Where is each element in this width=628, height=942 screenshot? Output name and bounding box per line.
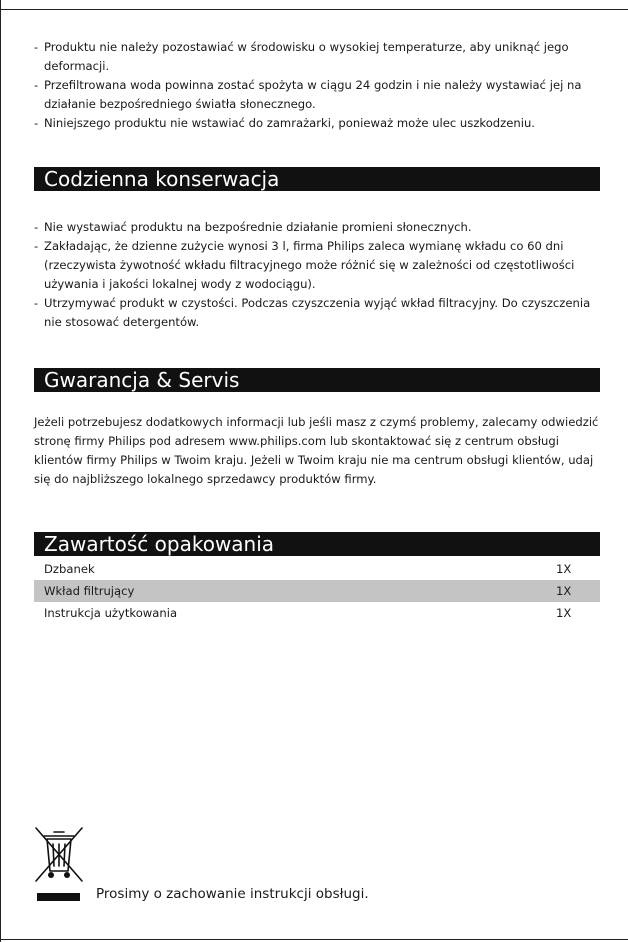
item-quantity: 1X: [556, 562, 572, 576]
warranty-paragraph: Jeżeli potrzebujesz dodatkowych informacji lub jeśli masz z czymś problemy, zalecamy odwiedzić stronę firmy Philips pod adresem www.philips.com lub skontaktować się z centrum obsługi klientów firmy Philips w Twoim kraju. Jeżeli w Twoim kraju nie ma centrum obsługi klientów, udaj się do najbliższego lokalnego sprzedawcy produktów firmy.: [34, 415, 599, 486]
item-quantity: 1X: [556, 584, 572, 598]
section-heading-package-contents: Zawartość opakowania: [34, 532, 600, 556]
list-item: - Utrzymywać produkt w czystości. Podczas czyszczenia wyjąć wkład filtracyjny. Do czyszczenia nie stosować detergentów.: [34, 296, 591, 329]
section-heading-warranty: Gwarancja & Servis: [34, 368, 600, 392]
list-item-text: Zakładając, że dzienne zużycie wynosi 3 l, firma Philips zaleca wymianę wkładu co 60 dni (rzeczywista żywotność wkładu filtracyjnego może różnić się w zależności od częstotliwości używania i jakości lokalnej wody z wodociągu).: [44, 239, 575, 291]
crossed-out-wheelie-bin-icon: [34, 826, 84, 883]
list-item-text: Niniejszego produktu nie wstawiać do zamrażarki, ponieważ może ulec uszkodzeniu.: [44, 116, 535, 130]
weee-bar: [37, 893, 80, 901]
list-item: - Przefiltrowana woda powinna zostać spożyta w ciągu 24 godzin i nie należy wystawiać jej na działanie bezpośredniego światła słonecznego.: [34, 78, 582, 111]
daily-care-list: [34, 218, 604, 332]
list-item-text: Przefiltrowana woda powinna zostać spożyta w ciągu 24 godzin i nie należy wystawiać jej na działanie bezpośredniego światła słonecznego.: [44, 78, 582, 111]
item-name: Wkład filtrujący: [44, 584, 135, 598]
precautions-list: [34, 38, 604, 133]
list-item-text: Utrzymywać produkt w czystości. Podczas czyszczenia wyjąć wkład filtracyjny. Do czyszczenia nie stosować detergentów.: [44, 296, 591, 329]
list-item: - Niniejszego produktu nie wstawiać do zamrażarki, ponieważ może ulec uszkodzeniu.: [34, 116, 535, 130]
bottom-border-line: [0, 939, 628, 940]
item-quantity: 1X: [556, 606, 572, 620]
package-contents-table: [34, 558, 600, 624]
table-row: [34, 580, 600, 602]
footer-note: Prosimy o zachowanie instrukcji obsługi.: [96, 886, 369, 902]
list-item: - Produktu nie należy pozostawiać w środowisku o wysokiej temperaturze, aby uniknąć jego deformacji.: [34, 40, 569, 73]
item-name: Instrukcja użytkowania: [44, 606, 178, 620]
table-row: [34, 558, 600, 580]
list-item: - Nie wystawiać produktu na bezpośrednie działanie promieni słonecznych.: [34, 220, 472, 234]
top-border-line: [0, 9, 628, 10]
list-item-text: Nie wystawiać produktu na bezpośrednie działanie promieni słonecznych.: [44, 220, 472, 234]
item-name: Dzbanek: [44, 562, 95, 576]
table-row: [34, 602, 600, 624]
list-item: - Zakładając, że dzienne zużycie wynosi 3 l, firma Philips zaleca wymianę wkładu co 60 dni (rzeczywista żywotność wkładu filtracyjnego może różnić się w zależności od częstotliwości używania i jakości lokalnej wody z wodociągu).: [34, 239, 575, 291]
list-item-text: Produktu nie należy pozostawiać w środowisku o wysokiej temperaturze, aby uniknąć jego deformacji.: [44, 40, 569, 73]
section-heading-daily-care: Codzienna konserwacja: [34, 167, 600, 191]
left-border-line: [0, 0, 1, 942]
